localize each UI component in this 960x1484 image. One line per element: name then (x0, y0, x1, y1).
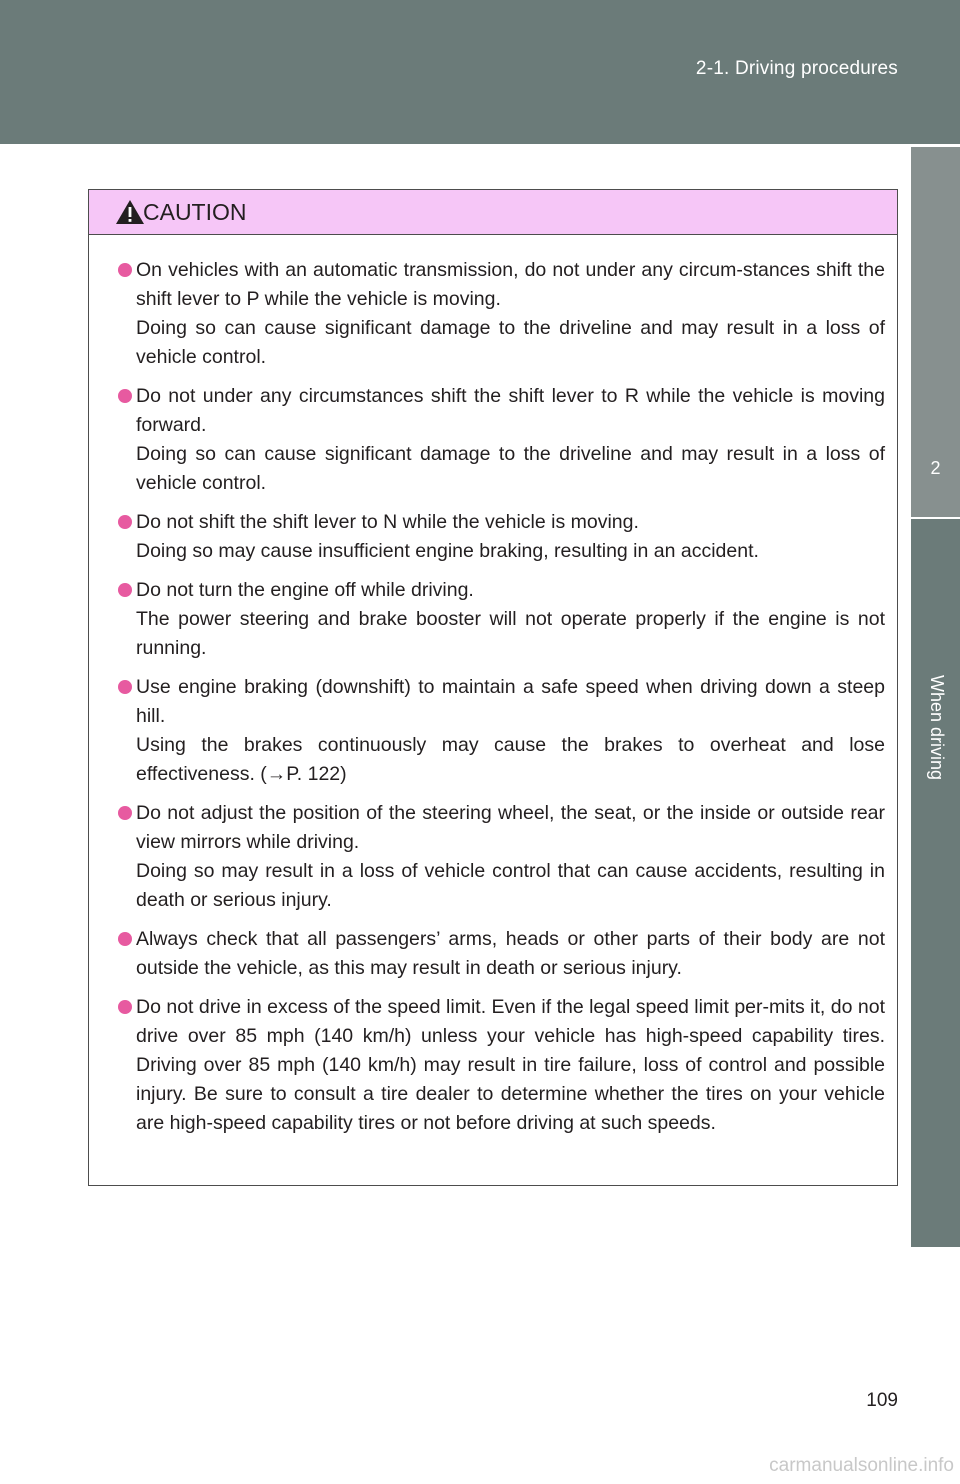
caution-text: On vehicles with an automatic transmission, do not under any circum-stances shift the shift lever to P while the vehicle is moving. (136, 259, 885, 310)
bullet-icon (118, 583, 132, 597)
chapter-side-tab (911, 147, 960, 1247)
caution-text: Do not under any circumstances shift the shift lever to R while the vehicle is moving forward. (136, 385, 885, 436)
caution-item (118, 993, 885, 1138)
bullet-icon (118, 806, 132, 820)
warning-triangle-icon (115, 199, 145, 225)
watermark: carmanualsonline.info (769, 1455, 954, 1476)
caution-text: Use engine braking (downshift) to maintain a safe speed when driving down a steep hill. (136, 676, 885, 727)
caution-item (118, 925, 885, 983)
caution-text: Do not adjust the position of the steering wheel, the seat, or the inside or outside rear view mirrors while driving. (136, 802, 885, 853)
caution-text: Doing so may result in a loss of vehicle control that can cause accidents, resulting in death or serious injury. (136, 860, 885, 911)
caution-text: Always check that all passengers’ arms, heads or other parts of their body are not outside the vehicle, as this may result in death or serious injury. (136, 928, 885, 979)
caution-text: Using the brakes continuously may cause the brakes to overheat and lose effectiveness. (→P. 122) (136, 734, 885, 785)
caution-item (118, 508, 885, 566)
caution-item (118, 576, 885, 663)
caution-text: Doing so can cause significant damage to the driveline and may result in a loss of vehicle control. (136, 443, 885, 494)
caution-title: CAUTION (143, 198, 247, 225)
header-band (0, 0, 960, 144)
caution-item (118, 382, 885, 498)
bullet-icon (118, 1000, 132, 1014)
caution-text: The power steering and brake booster will not operate properly if the engine is not running. (136, 608, 885, 659)
caution-box (88, 189, 898, 1186)
section-title: 2-1. Driving procedures (695, 58, 898, 79)
caution-item (118, 799, 885, 915)
caution-text: Doing so can cause significant damage to the driveline and may result in a loss of vehicle control. (136, 317, 885, 368)
bullet-icon (118, 263, 132, 277)
caution-text: Do not drive in excess of the speed limit. Even if the legal speed limit per-mits it, do not drive over 85 mph (140 km/h) unless your vehicle has high-speed capability tires. Driving over 85 mph (140 km/h) may result in tire failure, loss of control and possible injury. Be sure to consult a tire dealer to determine whether the tires on your vehicle are high-speed capability tires or not before driving at such speeds. (136, 996, 885, 1134)
caution-items (89, 235, 897, 1138)
chapter-tab-lower (911, 519, 960, 1247)
chapter-label: When driving (927, 675, 947, 781)
caution-header (89, 190, 897, 235)
caution-text: Do not turn the engine off while driving. (136, 579, 474, 601)
caution-item (118, 673, 885, 789)
caution-text: Doing so may cause insufficient engine braking, resulting in an accident. (136, 540, 759, 562)
bullet-icon (118, 389, 132, 403)
bullet-icon (118, 932, 132, 946)
chapter-number: 2 (930, 458, 941, 478)
caution-text: Do not shift the shift lever to N while the vehicle is moving. (136, 511, 639, 533)
bullet-icon (118, 515, 132, 529)
page-number: 109 (866, 1390, 898, 1411)
caution-item (118, 256, 885, 372)
bullet-icon (118, 680, 132, 694)
